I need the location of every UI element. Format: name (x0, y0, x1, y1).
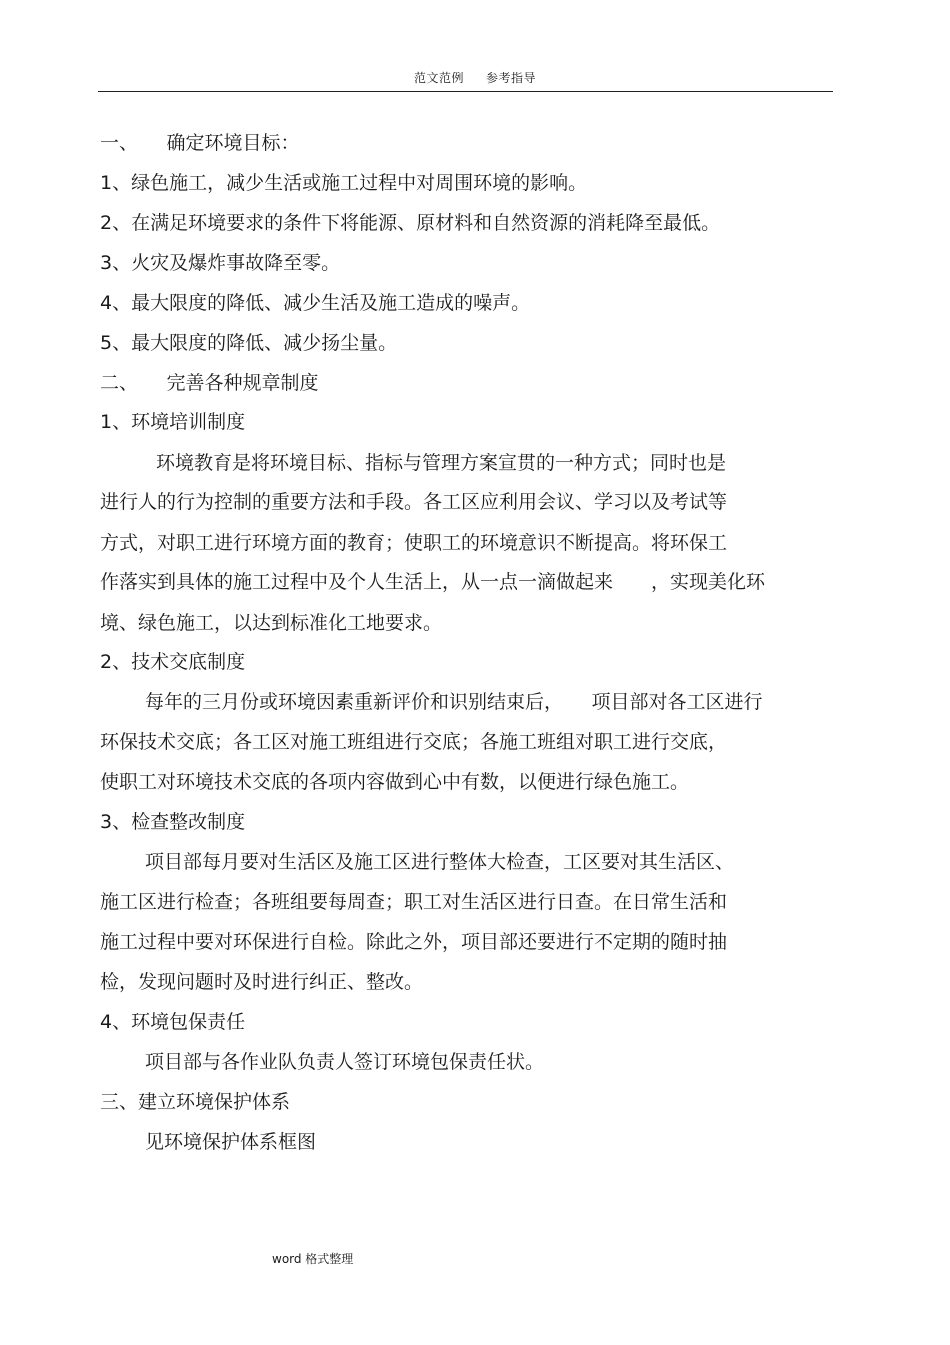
goal-1: 1、绿色施工，减少生活或施工过程中对周围环境的影响。 (100, 172, 588, 194)
goal-3: 3、火灾及爆炸事故降至零。 (100, 252, 341, 274)
page-header (0, 69, 950, 86)
header-right: 参考指导 (486, 71, 537, 85)
paragraph-line: 环境教育是将环境目标、指标与管理方案宣贯的一种方式；同时也是 (156, 452, 727, 474)
subheading-inspection: 3、检查整改制度 (100, 811, 246, 833)
header-rule (98, 91, 833, 92)
header-left: 范文范例 (413, 71, 464, 85)
paragraph-line: 项目部与各作业队负责人签订环境包保责任状。 (145, 1051, 545, 1073)
subheading-responsibility: 4、环境包保责任 (100, 1011, 246, 1033)
paragraph-line: 项目部每月要对生活区及施工区进行整体大检查，工区要对其生活区、 (145, 851, 735, 873)
heading-3: 三、建立环境保护体系 (100, 1091, 291, 1113)
heading-2: 二、 完善各种规章制度 (100, 372, 319, 394)
paragraph-line: 方式，对职工进行环境方面的教育；使职工的环境意识不断提高。将环保工 (100, 532, 728, 554)
paragraph-line: 施工区进行检查；各班组要每周查；职工对生活区进行日查。在日常生活和 (100, 891, 728, 913)
goal-5: 5、最大限度的降低、减少扬尘量。 (100, 332, 398, 354)
paragraph-line: 检，发现问题时及时进行纠正、整改。 (100, 971, 424, 993)
subheading-disclosure: 2、技术交底制度 (100, 651, 246, 673)
goal-2: 2、在满足环境要求的条件下将能源、原材料和自然资源的消耗降至最低。 (100, 212, 721, 234)
paragraph-line: 境、绿色施工，以达到标准化工地要求。 (100, 612, 443, 634)
paragraph-line: 使职工对环境技术交底的各项内容做到心中有数，以便进行绿色施工。 (100, 771, 690, 793)
heading-1: 一、 确定环境目标： (100, 132, 300, 154)
goal-4: 4、最大限度的降低、减少生活及施工造成的噪声。 (100, 292, 531, 314)
paragraph-line: 施工过程中要对环保进行自检。除此之外，项目部还要进行不定期的随时抽 (100, 931, 728, 953)
page-footer: word 格式整理 (272, 1252, 354, 1266)
paragraph-line: 见环境保护体系框图 (145, 1131, 317, 1153)
paragraph-line: 作落实到具体的施工过程中及个人生活上，从一点一滴做起来 ，实现美化环 (100, 571, 766, 593)
paragraph-line: 每年的三月份或环境因素重新评价和识别结束后， 项目部对各工区进行 (145, 691, 763, 713)
paragraph-line: 环保技术交底；各工区对施工班组进行交底；各施工班组对职工进行交底， (100, 731, 728, 753)
subheading-training: 1、环境培训制度 (100, 411, 246, 433)
paragraph-line: 进行人的行为控制的重要方法和手段。各工区应利用会议、学习以及考试等 (100, 491, 728, 513)
